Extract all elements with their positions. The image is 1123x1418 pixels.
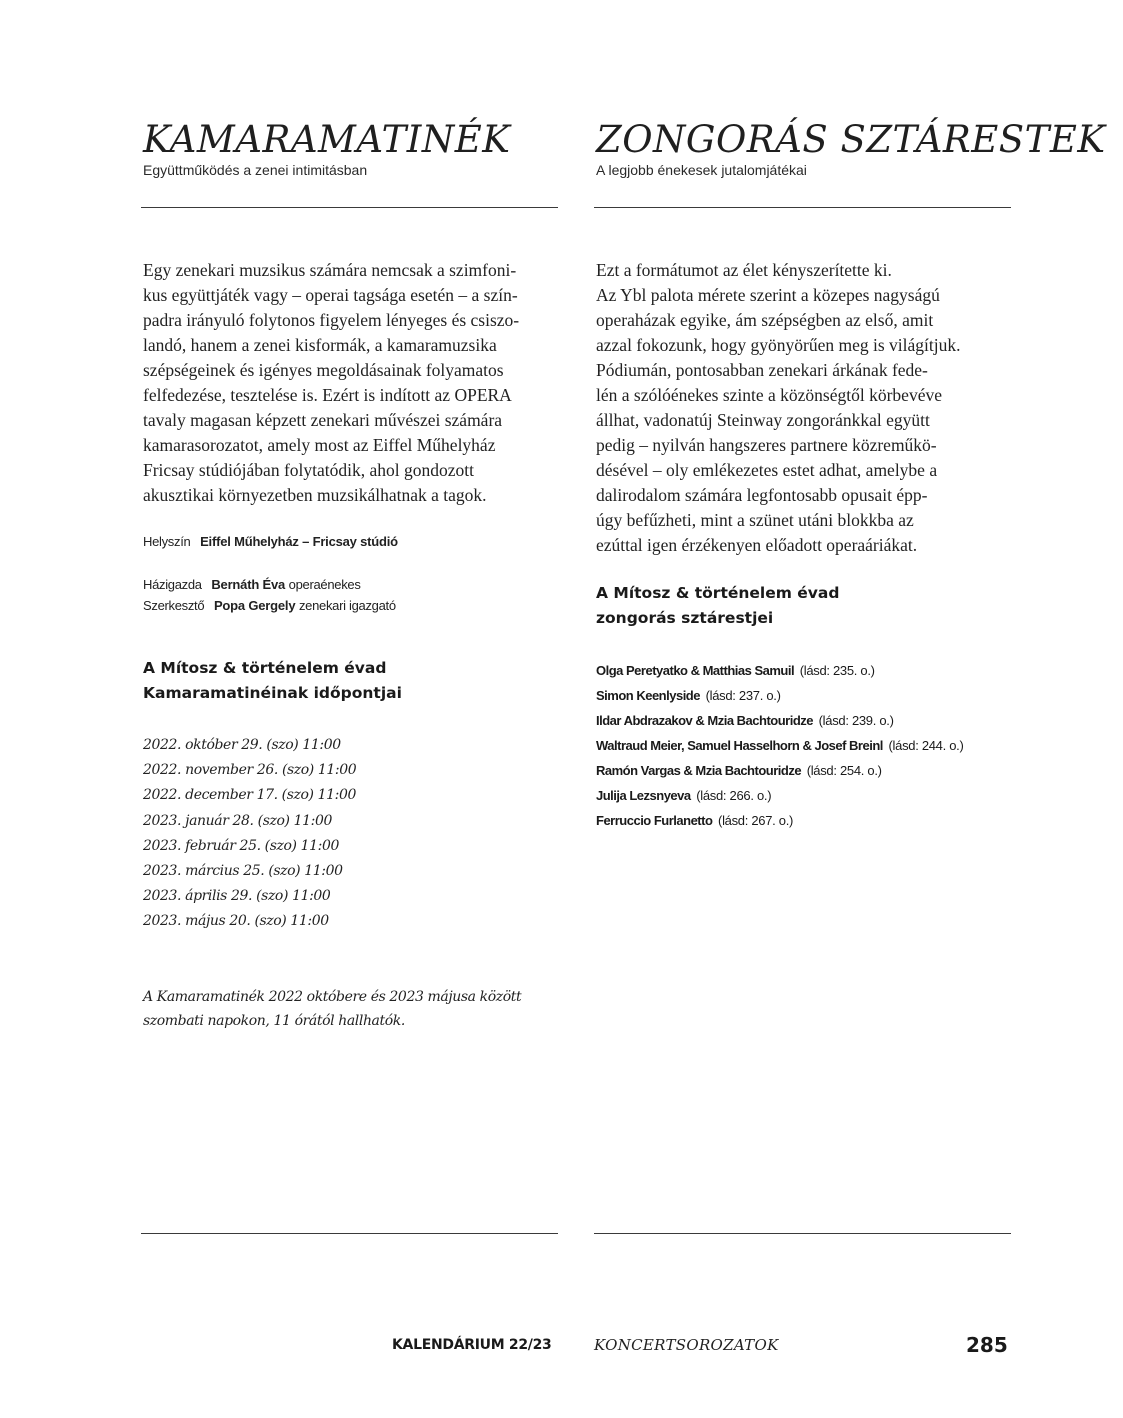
paragraph-line: kus együttjáték vagy – operai tagsága esetén – a szín- <box>143 285 518 305</box>
editor-label: Szerkesztő <box>143 598 205 613</box>
editor-line <box>143 595 396 616</box>
paragraph-line: Ezt a formátumot az élet kényszerítette ki. <box>596 260 892 280</box>
date-item: 2023. május 20. (szo) 11:00 <box>143 913 329 930</box>
paragraph-line: felfedezése, tesztelése is. Ezért is indított az OPERA <box>143 385 512 405</box>
host-name: Bernáth Éva <box>211 577 286 592</box>
artist-item <box>596 658 964 683</box>
dates-list <box>143 733 356 935</box>
date-item: 2023. március 25. (szo) 11:00 <box>143 863 343 880</box>
artist-item <box>596 683 964 708</box>
date-item: 2022. október 29. (szo) 11:00 <box>143 737 341 753</box>
paragraph-line: tavaly magasan képzett zenekari művészei számára <box>143 410 503 430</box>
artist-item <box>596 808 964 833</box>
note-line: szombati napokon, 11 órától hallhatók. <box>143 1013 405 1029</box>
paragraph-line: pedig – nyilván hangszeres partnere közreműkö- <box>596 435 937 455</box>
paragraph-line: akusztikai környezetben muzsikálhatnak a tagok. <box>143 485 487 505</box>
paragraph-line: désével – oly emlékezetes estet adhat, amelybe a <box>596 460 938 480</box>
artist-name: Simon Keenlyside <box>596 688 700 703</box>
bottom-divider <box>141 1233 558 1234</box>
paragraph-line: lén a szólóénekes szinte a közönségtől körbevéve <box>596 385 942 405</box>
note-line: A Kamaramatinék 2022 októbere és 2023 májusa között <box>143 989 522 1005</box>
paragraph-line: padra irányuló folytonos figyelem lényeges és csiszo- <box>143 310 520 330</box>
host-line <box>143 574 396 595</box>
artist-name: Olga Peretyatko & Matthias Samuil <box>596 663 795 678</box>
intro-paragraph <box>596 258 1016 558</box>
editor-name: Popa Gergely <box>213 598 296 613</box>
date-item: 2022. december 17. (szo) 11:00 <box>143 787 356 804</box>
venue-label: Helyszín <box>143 534 191 549</box>
section-title: ZONGORÁS SZTÁRESTEK <box>596 118 1106 161</box>
artist-item <box>596 783 964 808</box>
publication-title: KALENDÁRIUM 22/23 <box>392 1337 552 1353</box>
section-subtitle: Együttműködés a zenei intimitásban <box>143 162 368 178</box>
artist-name: Julija Lezsnyeva <box>596 788 691 803</box>
page-reference: (lásd: 239. o.) <box>818 713 894 728</box>
artists-list <box>596 658 964 833</box>
paragraph-line: Az Ybl palota mérete szerint a közepes nagyságú <box>596 285 940 305</box>
page-reference: (lásd: 235. o.) <box>799 663 875 678</box>
paragraph-line: dalirodalom számára legfontosabb opusait épp- <box>596 485 928 505</box>
intro-paragraph <box>143 258 563 508</box>
paragraph-line: szépségeinek és igényes megoldásainak folyamatos <box>143 360 504 380</box>
section-subtitle: A legjobb énekesek jutalomjátékai <box>596 162 807 178</box>
paragraph-line: azzal fokozunk, hogy gyönyörűen meg is világítjuk. <box>596 335 961 355</box>
artist-name: Ferruccio Furlanetto <box>596 813 713 828</box>
venue-info <box>143 531 398 552</box>
dates-heading-line: Kamaramatinéinak időpontjai <box>143 684 402 702</box>
paragraph-line: Fricsay stúdiójában folytatódik, ahol gondozott <box>143 460 474 480</box>
paragraph-line: kamarasorozatot, amely most az Eiffel Műhelyház <box>143 435 496 455</box>
artist-name: Ildar Abdrazakov & Mzia Bachtouridze <box>596 713 814 728</box>
artist-name: Waltraud Meier, Samuel Hasselhorn & Josef Breinl <box>596 738 883 753</box>
date-item: 2023. február 25. (szo) 11:00 <box>143 837 339 854</box>
page-number: 285 <box>966 1333 1008 1357</box>
dates-heading-line: A Mítosz & történelem évad <box>143 659 387 677</box>
paragraph-line: landó, hanem a zenei kisformák, a kamaramuzsika <box>143 335 497 355</box>
section-name: KONCERTSOROZATOK <box>594 1336 779 1354</box>
paragraph-line: Egy zenekari muzsikus számára nemcsak a szimfoni- <box>143 260 517 280</box>
artist-item <box>596 758 964 783</box>
artist-item <box>596 708 964 733</box>
host-label: Házigazda <box>143 577 202 592</box>
top-divider <box>141 207 558 208</box>
artists-heading-line: zongorás sztárestjei <box>596 609 774 627</box>
page-reference: (lásd: 254. o.) <box>806 763 882 778</box>
venue-value: Eiffel Műhelyház – Fricsay stúdió <box>200 534 398 549</box>
page-reference: (lásd: 244. o.) <box>888 738 964 753</box>
schedule-note <box>143 985 521 1033</box>
page-reference: (lásd: 266. o.) <box>696 788 772 803</box>
bottom-divider <box>594 1233 1011 1234</box>
date-item: 2023. január 28. (szo) 11:00 <box>143 812 332 829</box>
paragraph-line: operaházak egyike, ám szépségben az első, amit <box>596 310 934 330</box>
artist-item <box>596 733 964 758</box>
dates-heading <box>143 656 402 706</box>
credits-info <box>143 574 396 616</box>
paragraph-line: Pódiumán, pontosabban zenekari árkának fede- <box>596 360 928 380</box>
paragraph-line: állhat, vadonatúj Steinway zongoránkkal együtt <box>596 410 930 430</box>
top-divider <box>594 207 1011 208</box>
artist-name: Ramón Vargas & Mzia Bachtouridze <box>596 763 802 778</box>
section-title: KAMARAMATINÉK <box>143 118 511 161</box>
paragraph-line: úgy befűzheti, mint a szünet utáni blokkba az <box>596 510 914 530</box>
paragraph-line: ezúttal igen érzékenyen előadott operaáriákat. <box>596 535 918 555</box>
editor-role: zenekari igazgató <box>298 598 396 613</box>
artists-heading-line: A Mítosz & történelem évad <box>596 584 840 602</box>
host-role: operaénekes <box>288 577 361 592</box>
artists-heading <box>596 581 839 631</box>
page-reference: (lásd: 237. o.) <box>705 688 781 703</box>
page-reference: (lásd: 267. o.) <box>718 813 794 828</box>
date-item: 2023. április 29. (szo) 11:00 <box>143 888 331 905</box>
date-item: 2022. november 26. (szo) 11:00 <box>143 762 357 779</box>
